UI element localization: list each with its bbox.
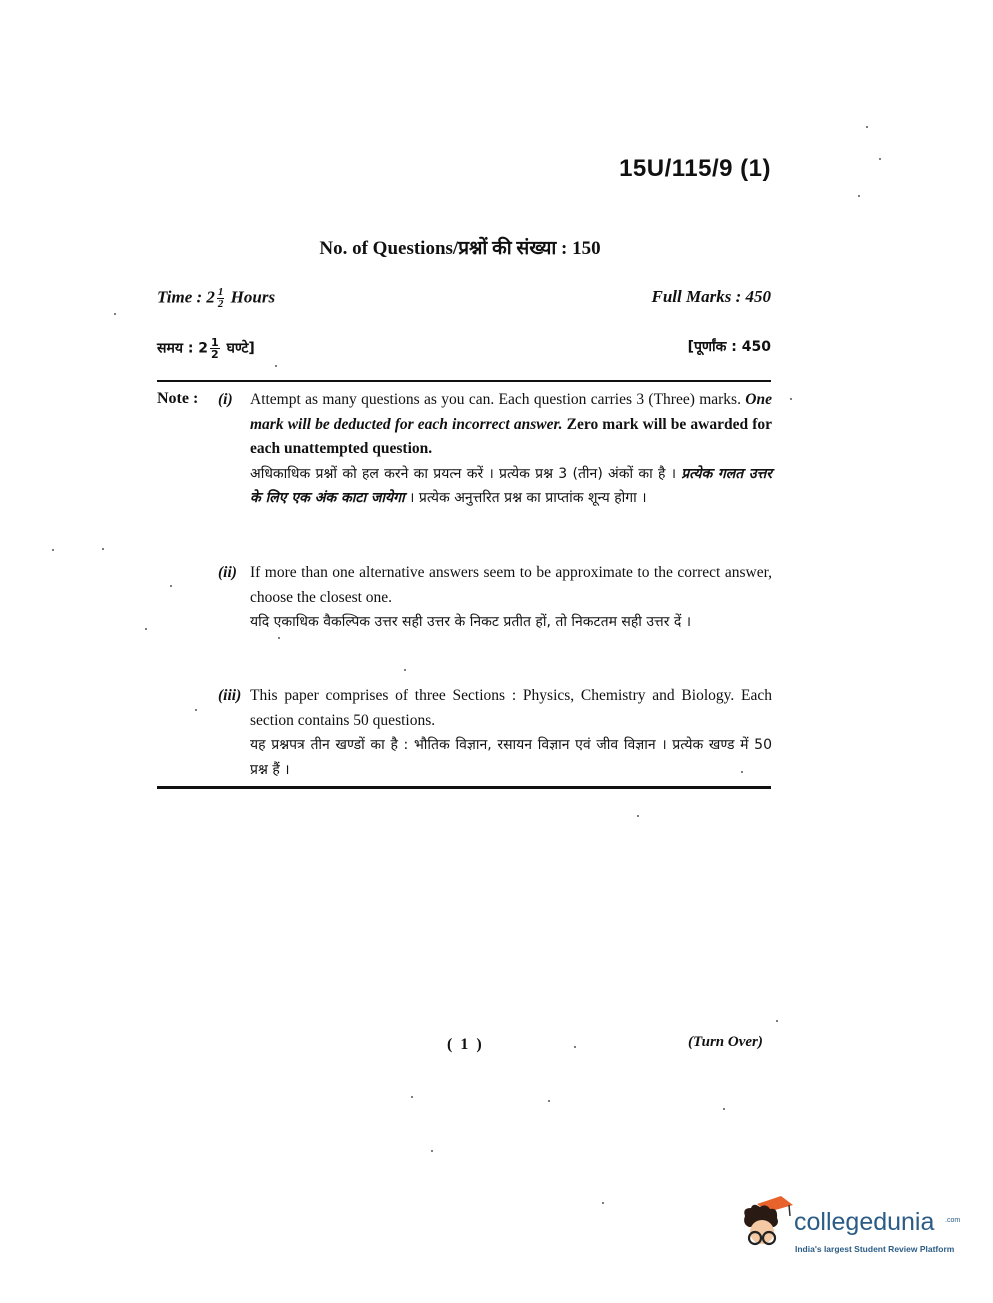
note-item-3: (iii) This paper comprises of three Sections : Physics, Chemistry and Biology. Each section contains 50 questions. यह प्रश्नपत्र तीन खण्डों का है : भौतिक विज्ञान, रसायन विज्ञान एवं जीव विज्ञान । प्रत्येक खण्ड में 50 प्रश्न हैं । [218, 684, 772, 782]
turn-over-label: (Turn Over) [688, 1034, 763, 1050]
question-count: No. of Questions/प्रश्नों की संख्या : 150 [319, 238, 601, 259]
note-label: Note : [157, 390, 199, 407]
fraction-half: $\frac{1}{2}$ [217, 286, 224, 310]
time-en: Time : 2 $\frac{1}{2}$ Hours [157, 286, 276, 310]
bottom-divider [157, 786, 771, 789]
full-marks-hi: [पूर्णांक : 450 [687, 339, 771, 355]
full-marks-en: Full Marks : 450 [651, 287, 771, 306]
logo-domain: .com [945, 1217, 961, 1224]
note-item-1: (i) Attempt as many questions as you can. Each question carries 3 (Three) marks. One mark will be deducted for each incorrect answer. Zero mark will be awarded for each unattempted question. अधिकाधिक प्रश्नों को हल करने का प्रयत्न करें । प्रत्येक प्रश्न 3 (तीन) अंकों का है । प्रत्येक गलत उत्तर के लिए एक अंक काटा जायेगा । प्रत्येक अनुत्तरित प्रश्न का प्राप्तांक शून्य होगा । [218, 388, 772, 511]
note-number: (iii) [218, 687, 242, 704]
logo-wordmark: collegedunia [794, 1208, 935, 1236]
paper-code: 15U/115/9 (1) [619, 155, 771, 182]
time-hi: समय : 2 $\frac{1}{2}$ घण्टे] [157, 336, 255, 361]
fraction-half-hi: $\frac{1}{2}$ [211, 336, 219, 361]
note-item-2: (ii) If more than one alternative answers seem to be approximate to the correct answer, choose the closest one. यदि एकाधिक वैकल्पिक उत्तर सही उत्तर के निकट प्रतीत हों, तो निकटतम सही उत्तर दें । [218, 561, 772, 635]
note-number: (i) [218, 391, 233, 408]
top-divider [157, 380, 771, 382]
logo-tagline: India's largest Student Review Platform [795, 1244, 955, 1254]
note-number: (ii) [218, 564, 237, 581]
time-marks-row-en [157, 287, 771, 310]
page-number: ( 1 ) [447, 1036, 484, 1053]
time-marks-row-hi [157, 337, 771, 360]
